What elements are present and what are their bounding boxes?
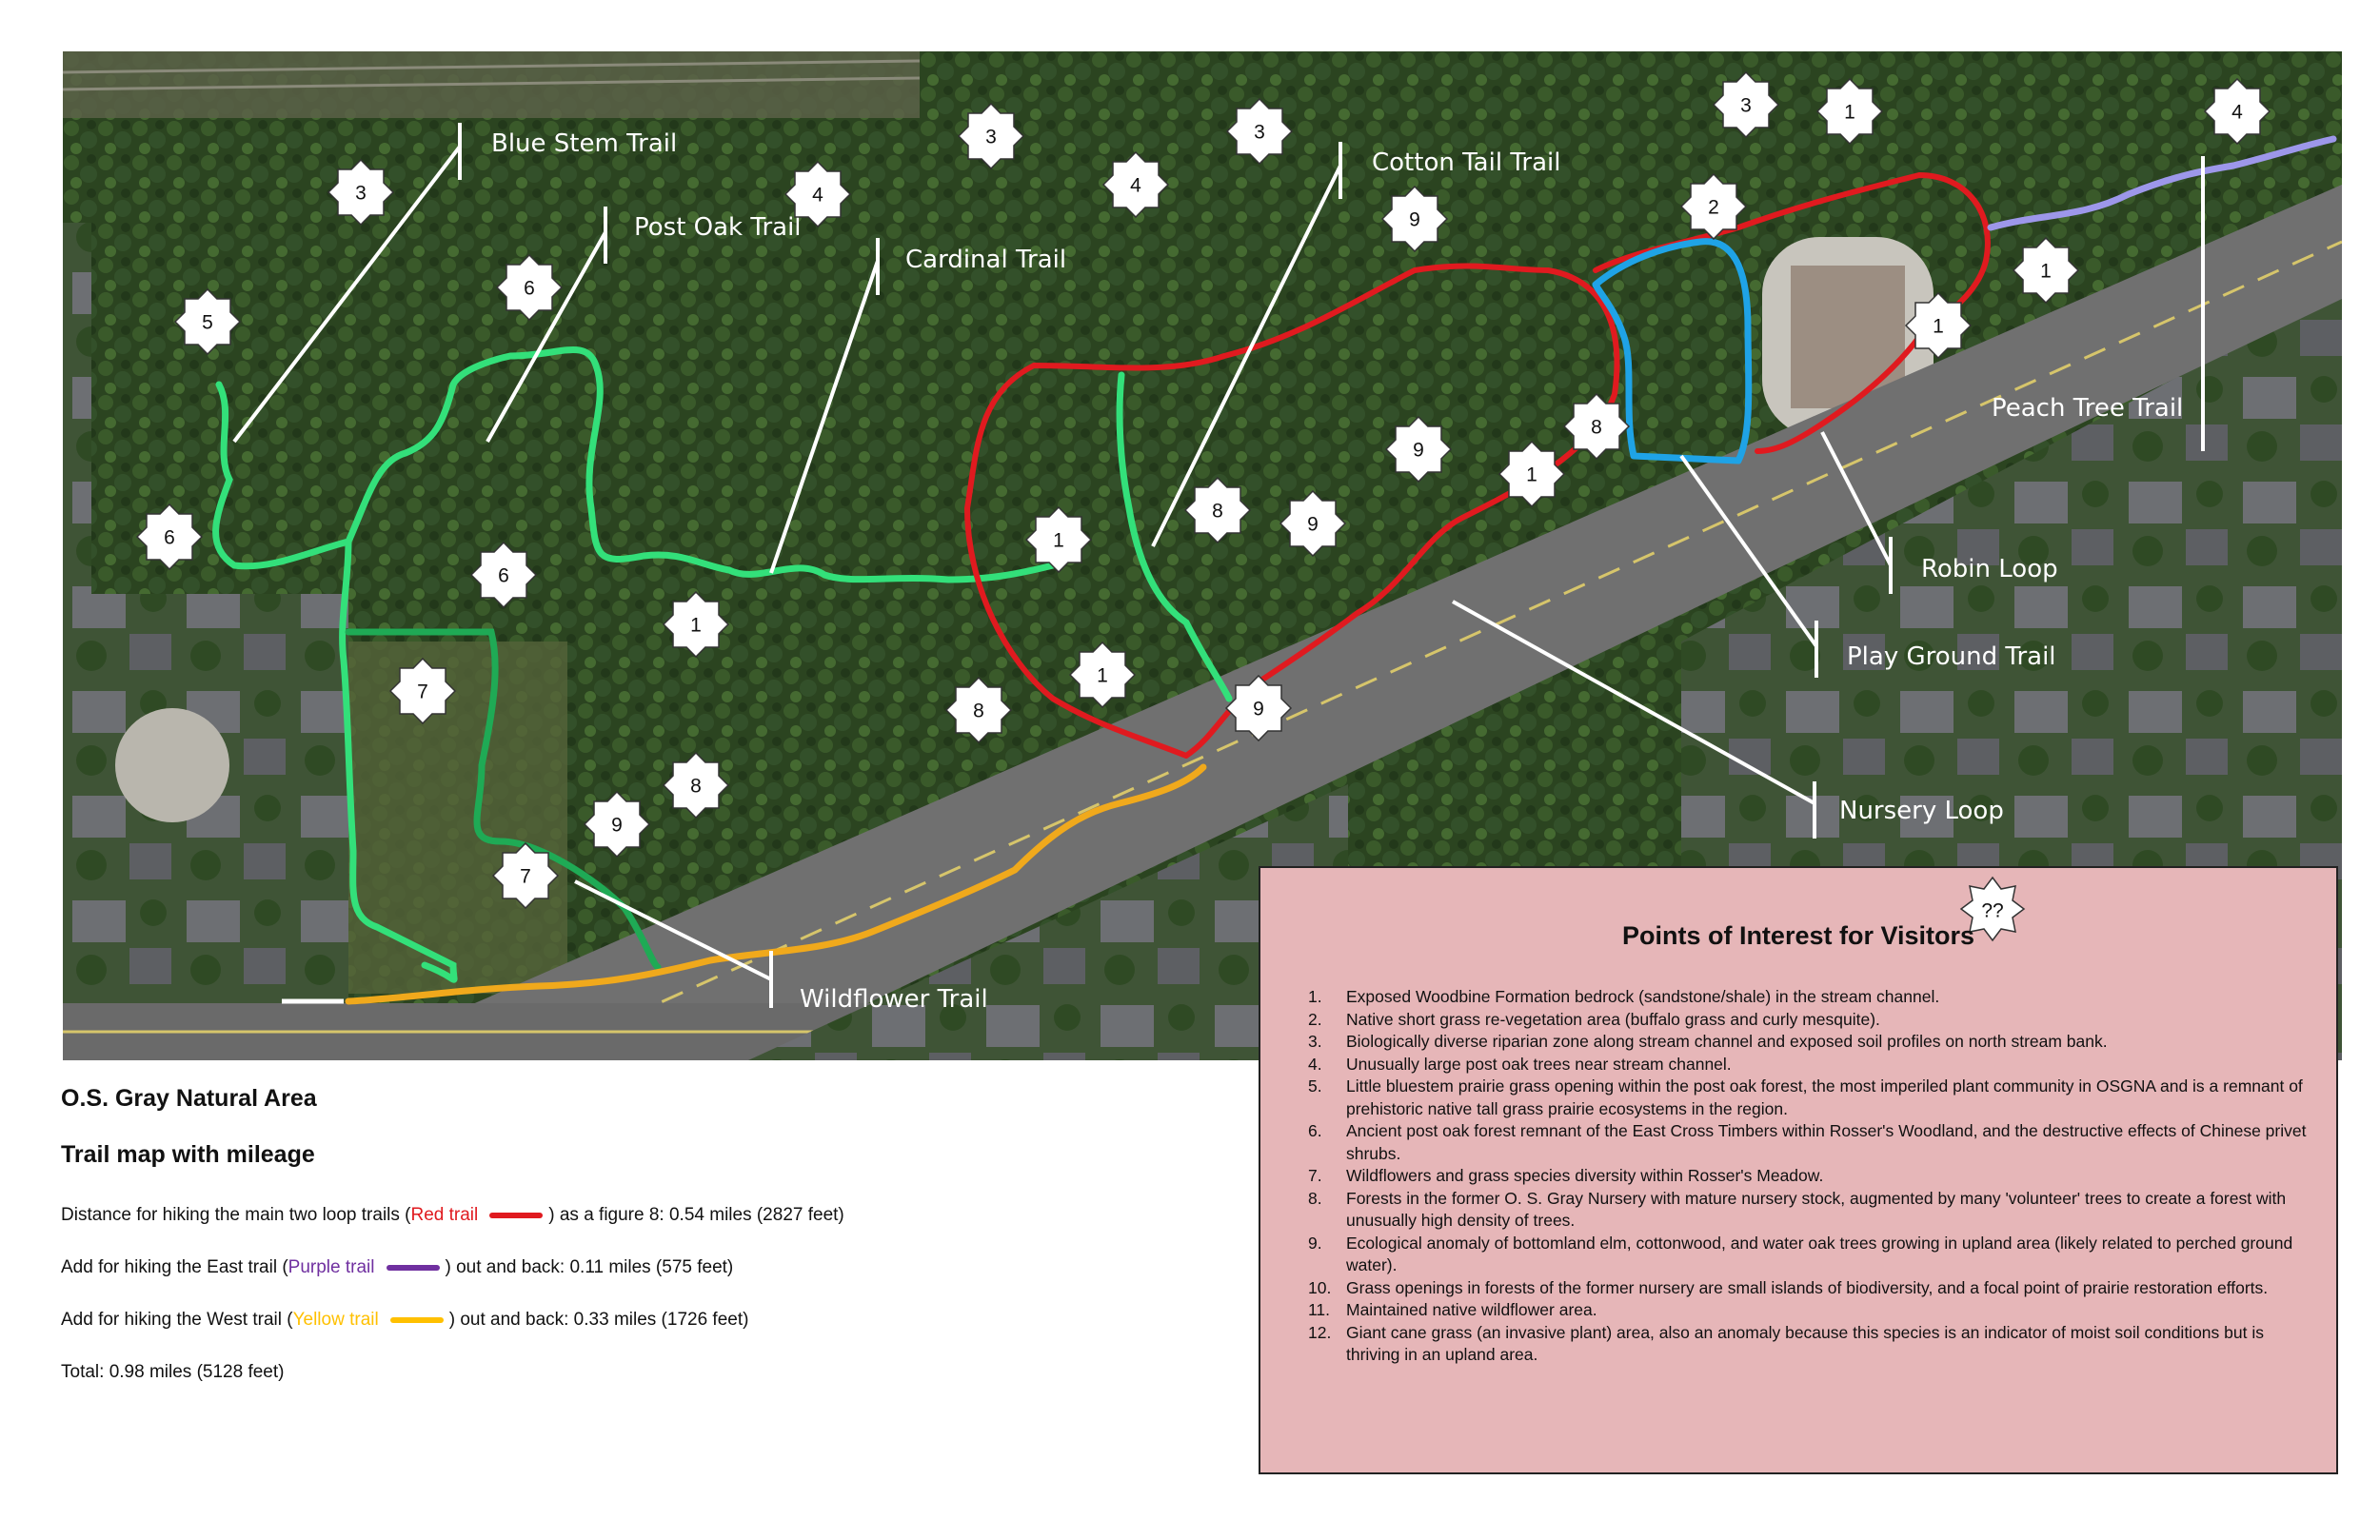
poi-marker xyxy=(1564,394,1629,459)
poi-item-text: Forests in the former O. S. Gray Nursery with mature nursery stock, augmented by many 'volunteer' trees to create a forest with unusually high density of trees. xyxy=(1346,1188,2287,1230)
marker-number: 8 xyxy=(690,775,702,798)
poi-item-text: Grass openings in forests of the former nursery are small islands of biodiversity, and a focal point of prairie restoration efforts. xyxy=(1346,1277,2269,1297)
purple-trail-swatch xyxy=(387,1265,440,1271)
poi-marker xyxy=(2205,79,2270,144)
label-play-ground-trail: Play Ground Trail xyxy=(1847,642,2056,671)
purple-trail-name: Purple trail xyxy=(288,1257,375,1277)
marker-number: 8 xyxy=(1212,500,1223,523)
poi-item-number: 11. xyxy=(1308,1300,1331,1319)
poi-marker xyxy=(664,753,728,818)
poi-item-number: 5. xyxy=(1308,1076,1322,1096)
poi-marker xyxy=(390,659,455,723)
poi-marker xyxy=(1681,174,1746,239)
poi-item-number: 4. xyxy=(1308,1054,1322,1074)
poi-marker xyxy=(1906,293,1971,358)
marker-number: 4 xyxy=(1130,174,1141,197)
poi-item-text: Unusually large post oak trees near stream channel. xyxy=(1346,1054,1732,1074)
poi-item-text: Biologically diverse riparian zone along stream channel and exposed soil profiles on north stream bank. xyxy=(1346,1032,2108,1051)
poi-item xyxy=(1308,1188,2317,1233)
marker-number: 9 xyxy=(611,814,623,837)
poi-marker xyxy=(664,592,728,657)
west-neighborhood xyxy=(63,594,348,1051)
poi-marker xyxy=(497,255,562,320)
poi-item xyxy=(1308,1322,2317,1367)
svg-text:??: ?? xyxy=(1981,899,2004,922)
meadow xyxy=(348,642,567,994)
poi-item-number: 7. xyxy=(1308,1166,1322,1185)
marker-number: 7 xyxy=(417,681,428,703)
poi-item-number: 1. xyxy=(1308,987,1322,1006)
label-post-oak-trail: Post Oak Trail xyxy=(634,213,802,242)
area-title: O.S. Gray Natural Area xyxy=(61,1085,317,1112)
poi-marker xyxy=(1817,79,1882,144)
poi-title: Points of Interest for Visitors xyxy=(1621,921,1975,950)
poi-item-number: 10. xyxy=(1308,1277,1332,1297)
points-of-interest-panel xyxy=(1259,866,2338,1474)
poi-item-number: 6. xyxy=(1308,1121,1322,1140)
poi-item-number: 3. xyxy=(1308,1032,1322,1051)
legend-red-line: Distance for hiking the main two loop trails (Red trail ) as a figure 8: 0.54 miles (2827 feet) xyxy=(61,1205,844,1225)
poi-marker xyxy=(1280,491,1345,556)
label-robin-loop: Robin Loop xyxy=(1921,555,2058,583)
marker-number: 9 xyxy=(1413,439,1424,462)
poi-item-number: 12. xyxy=(1308,1322,1332,1342)
poi-item-number: 9. xyxy=(1308,1233,1322,1253)
poi-marker xyxy=(493,843,558,908)
red-trail-swatch xyxy=(489,1213,543,1218)
poi-list xyxy=(1308,986,2317,1367)
marker-number: 1 xyxy=(1526,464,1537,486)
marker-number: 4 xyxy=(2231,101,2243,124)
poi-item-text: Native short grass re-vegetation area (buffalo grass and curly mesquite). xyxy=(1346,1009,1880,1029)
poi-item-text: Maintained native wildflower area. xyxy=(1346,1300,1597,1319)
poi-item-text: Wildflowers and grass species diversity within Rosser's Meadow. xyxy=(1346,1166,1824,1185)
marker-number: 3 xyxy=(1254,121,1265,144)
label-blue-stem-trail: Blue Stem Trail xyxy=(491,129,678,158)
poi-item xyxy=(1308,1277,2317,1300)
yellow-trail-swatch xyxy=(390,1317,444,1323)
poi-marker xyxy=(1382,187,1447,251)
marker-number: 1 xyxy=(1097,664,1108,687)
poi-marker xyxy=(1026,507,1091,572)
marker-number: 8 xyxy=(1591,416,1602,439)
marker-number: 9 xyxy=(1307,513,1319,536)
poi-marker xyxy=(1386,417,1451,482)
marker-number: 6 xyxy=(498,564,509,587)
legend-purple-line: Add for hiking the East trail (Purple trail ) out and back: 0.11 miles (575 feet) xyxy=(61,1257,734,1277)
marker-number: 6 xyxy=(164,526,175,549)
marker-number: 1 xyxy=(1933,315,1944,338)
red-trail-name: Red trail xyxy=(410,1205,479,1225)
poi-marker xyxy=(328,160,393,225)
poi-item xyxy=(1308,1165,2317,1188)
poi-item-text: Giant cane grass (an invasive plant) area, also an anomaly because this species is an indicator of moist soil conditions but is thriving in an upland area. xyxy=(1346,1322,2264,1364)
marker-number: 1 xyxy=(2040,260,2052,283)
poi-marker xyxy=(175,289,240,354)
poi-item xyxy=(1308,1299,2317,1322)
marker-number: 3 xyxy=(355,182,367,205)
marker-number: 6 xyxy=(524,277,535,300)
marker-number: 1 xyxy=(1844,101,1855,124)
poi-item xyxy=(1308,986,2317,1009)
marker-number: 4 xyxy=(812,184,823,207)
label-peach-tree-trail: Peach Tree Trail xyxy=(1992,394,2184,423)
poi-marker xyxy=(1227,99,1292,164)
marker-number: 9 xyxy=(1253,698,1264,721)
marker-number: 5 xyxy=(202,311,213,334)
label-cotton-tail-trail: Cotton Tail Trail xyxy=(1372,148,1561,177)
poi-marker xyxy=(585,792,649,857)
label-cardinal-trail: Cardinal Trail xyxy=(905,246,1067,274)
legend xyxy=(61,1085,1232,1414)
poi-marker xyxy=(946,678,1011,742)
marker-number: 1 xyxy=(690,614,702,637)
poi-item xyxy=(1308,1031,2317,1054)
marker-number: 2 xyxy=(1708,196,1719,219)
poi-item-text: Ecological anomaly of bottomland elm, cottonwood, and water oak trees growing in upland area (likely related to perched ground water). xyxy=(1346,1233,2293,1274)
poi-marker xyxy=(1499,442,1564,506)
poi-marker xyxy=(1070,642,1135,707)
marker-number: 9 xyxy=(1409,208,1420,231)
poi-marker xyxy=(1185,478,1250,543)
poi-marker xyxy=(1226,676,1291,740)
poi-item-number: 8. xyxy=(1308,1188,1322,1208)
poi-item xyxy=(1308,1009,2317,1032)
poi-item xyxy=(1308,1054,2317,1076)
poi-marker xyxy=(2013,238,2078,303)
marker-number: 8 xyxy=(973,700,984,722)
poi-item xyxy=(1308,1076,2317,1120)
legend-total: Total: 0.98 miles (5128 feet) xyxy=(61,1362,285,1382)
yellow-trail-name: Yellow trail xyxy=(292,1310,379,1330)
poi-item-text: Ancient post oak forest remnant of the East Cross Timbers within Rosser's Woodland, and the destructive effects of Chinese privet shrubs. xyxy=(1346,1121,2307,1163)
legend-yellow-line: Add for hiking the West trail (Yellow trail ) out and back: 0.33 miles (1726 feet) xyxy=(61,1310,749,1330)
poi-marker xyxy=(137,504,202,569)
poi-item-text: Little bluestem prairie grass opening within the post oak forest, the most imperiled plant community in OSGNA and is a remnant of prehistoric native tall grass prairie ecosystems in the region. xyxy=(1346,1076,2303,1118)
poi-marker xyxy=(471,543,536,607)
poi-item xyxy=(1308,1233,2317,1277)
marker-number: 3 xyxy=(1740,94,1752,117)
poi-marker xyxy=(1714,72,1778,137)
poi-marker xyxy=(959,104,1023,168)
poi-marker xyxy=(785,162,850,227)
poi-marker xyxy=(1103,152,1168,217)
marker-number: 3 xyxy=(985,126,997,148)
label-nursery-loop: Nursery Loop xyxy=(1839,797,2004,825)
map-subtitle: Trail map with mileage xyxy=(61,1141,315,1168)
marker-number: 7 xyxy=(520,865,531,888)
poi-item-number: 2. xyxy=(1308,1009,1322,1029)
poi-item-text: Exposed Woodbine Formation bedrock (sandstone/shale) in the stream channel. xyxy=(1346,987,1940,1006)
marker-number: 1 xyxy=(1053,529,1064,552)
label-wildflower-trail: Wildflower Trail xyxy=(800,985,988,1014)
poi-item xyxy=(1308,1120,2317,1165)
